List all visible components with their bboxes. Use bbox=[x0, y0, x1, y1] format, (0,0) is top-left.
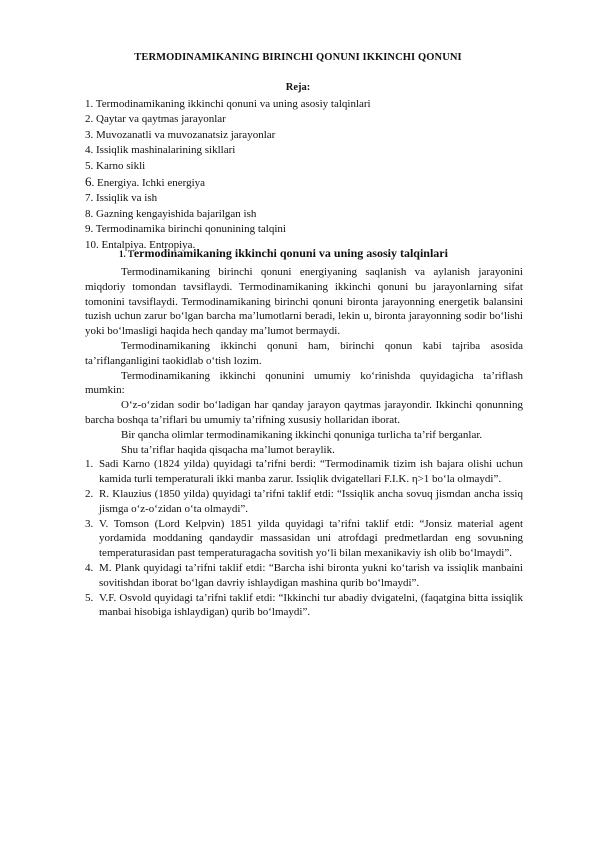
list-item-number: 2. bbox=[85, 487, 94, 500]
plan-item: 9. Termodinamika birinchi qonunining talqini bbox=[85, 223, 286, 236]
list-item bbox=[85, 487, 523, 517]
section-number: 1. T bbox=[119, 249, 134, 259]
plan-item: 1. Termodinamikaning ikkinchi qonuni va uning asosiy talqinlari bbox=[85, 98, 371, 110]
list-item bbox=[85, 457, 523, 487]
list-item bbox=[85, 591, 523, 621]
list-item-text: R. Klauzius (1850 yilda) quyidagi ta’rifni taklif etdi: “Issiqlik ancha sovuq jismdan ancha issiq jismga o‘z-o‘zidan o‘ta olmaydi”. bbox=[99, 487, 523, 515]
section-body bbox=[85, 265, 523, 620]
plan-item: 2. Qaytar va qaytmas jarayonlar bbox=[85, 113, 226, 126]
paragraph: Termodinamikaning ikkinchi qonuni ham, birinchi qonun kabi tajriba asosida ta’riflanganligini taokidlab o‘tish lozim. bbox=[85, 339, 523, 367]
list-item-number: 1. bbox=[85, 458, 94, 471]
plan-item: 10. Entalpiya. Entropiya. bbox=[85, 238, 196, 251]
definitions-list bbox=[85, 457, 523, 620]
list-item-text: M. Plank quyidagi ta’rifni taklif etdi: “Barcha ishi bironta yukni ko‘tarish va issiqlik manbaini sovitishdan iborat bo‘lgan davriy ishlaydigan mashina qurib bo‘lmaydi”. bbox=[99, 561, 523, 589]
paragraph: O‘z-o‘zidan sodir bo‘ladigan har qanday jarayon qaytmas jarayondir. Ikkinchi qonunning barcha boshqa ta’riflari bu umumiy ta’rifning xususiy hollaridan iborat. bbox=[85, 399, 523, 426]
plan-item-number: 6 bbox=[85, 174, 92, 190]
list-item bbox=[85, 561, 523, 591]
plan-heading: Reja: bbox=[285, 82, 311, 93]
list-item bbox=[85, 517, 523, 561]
section-heading-text: ermodinamikaning ikkinchi qonuni va uning asosiy talqinlari bbox=[133, 246, 448, 260]
list-item-number: 3. bbox=[85, 517, 94, 530]
plan-item: 4. Issiqlik mashinalarining sikllari bbox=[85, 144, 236, 157]
plan-item: 7. Issiqlik va ish bbox=[85, 192, 158, 205]
section-heading bbox=[119, 246, 448, 261]
plan-item: 8. Gazning kengayishida bajarilgan ish bbox=[85, 207, 257, 220]
plan-list bbox=[85, 97, 525, 253]
plan-item bbox=[85, 174, 525, 191]
list-item-number: 5. bbox=[85, 591, 94, 604]
paragraph: Termodinamikaning ikkinchi qonunini umumiy ko‘rinishda quyidagicha ta’riflash mumkin: bbox=[85, 369, 523, 397]
list-item-number: 4. bbox=[85, 561, 94, 574]
plan-item-text: . Energiya. Ichki energiya bbox=[91, 177, 206, 190]
plan-item: 5. Karno sikli bbox=[85, 159, 146, 172]
list-item-text: V. Tomson (Lord Kelpvin) 1851 yilda quyidagi ta’rifni taklif etdi: “Jonsiz material agent yordamida moddaning qandaydir massasidan uni atrofdagi predmetlardan eng sovuьning temperaturasidan past temperaturagacha sovitish yo‘li bilan mexanikaviy ish olib bo‘lmaydi”. bbox=[99, 517, 523, 560]
list-item-text: Sadi Karno (1824 yilda) quyidagi ta’rifni berdi: “Termodinamik tizim ish bajara olishi uchun kamida turli temperaturali ikki manba zarur. Issiqlik dvigatellari F.I.K. η>1 bo‘la olmaydi”. bbox=[99, 458, 523, 486]
list-item-text: V.F. Osvold quyidagi ta’rifni taklif etdi: “Ikkinchi tur abadiy dvigatelni, (faqatgina bitta issiqlik manbai hisobiga ishlaydigan) qurib bo‘lmaydi”. bbox=[99, 591, 523, 619]
paragraph: Bir qancha olimlar termodinamikaning ikkinchi qonuniga turlicha ta’rif berganlar. bbox=[121, 428, 483, 441]
paragraph: Shu ta’riflar haqida qisqacha ma’lumot beraylik. bbox=[121, 443, 335, 456]
paragraph: Termodinamikaning birinchi qonuni energiyaning saqlanish va aylanish jarayonini miqdoriy tomondan tavsiflaydi. Termodinamikaning ikkinchi qonuni bu jarayonlarning sifat tomonini tavsiflaydi. Termodinamikaning birinchi qonuni bironta jarayonning energetik balansini tuzish uchun zarur bo‘lgan barcha ma’lumotlarni beradi, lekin u, bironta jarayonning sodir bo‘lishi yoki bo‘lmasligi haqida hech qanday ma’lumot bermaydi. bbox=[85, 266, 523, 338]
document-title: TERMODINAMIKANING BIRINCHI QONUNI IKKINCHI QONUNI bbox=[134, 52, 462, 63]
plan-item: 3. Muvozanatli va muvozanatsiz jarayonlar bbox=[85, 128, 276, 141]
